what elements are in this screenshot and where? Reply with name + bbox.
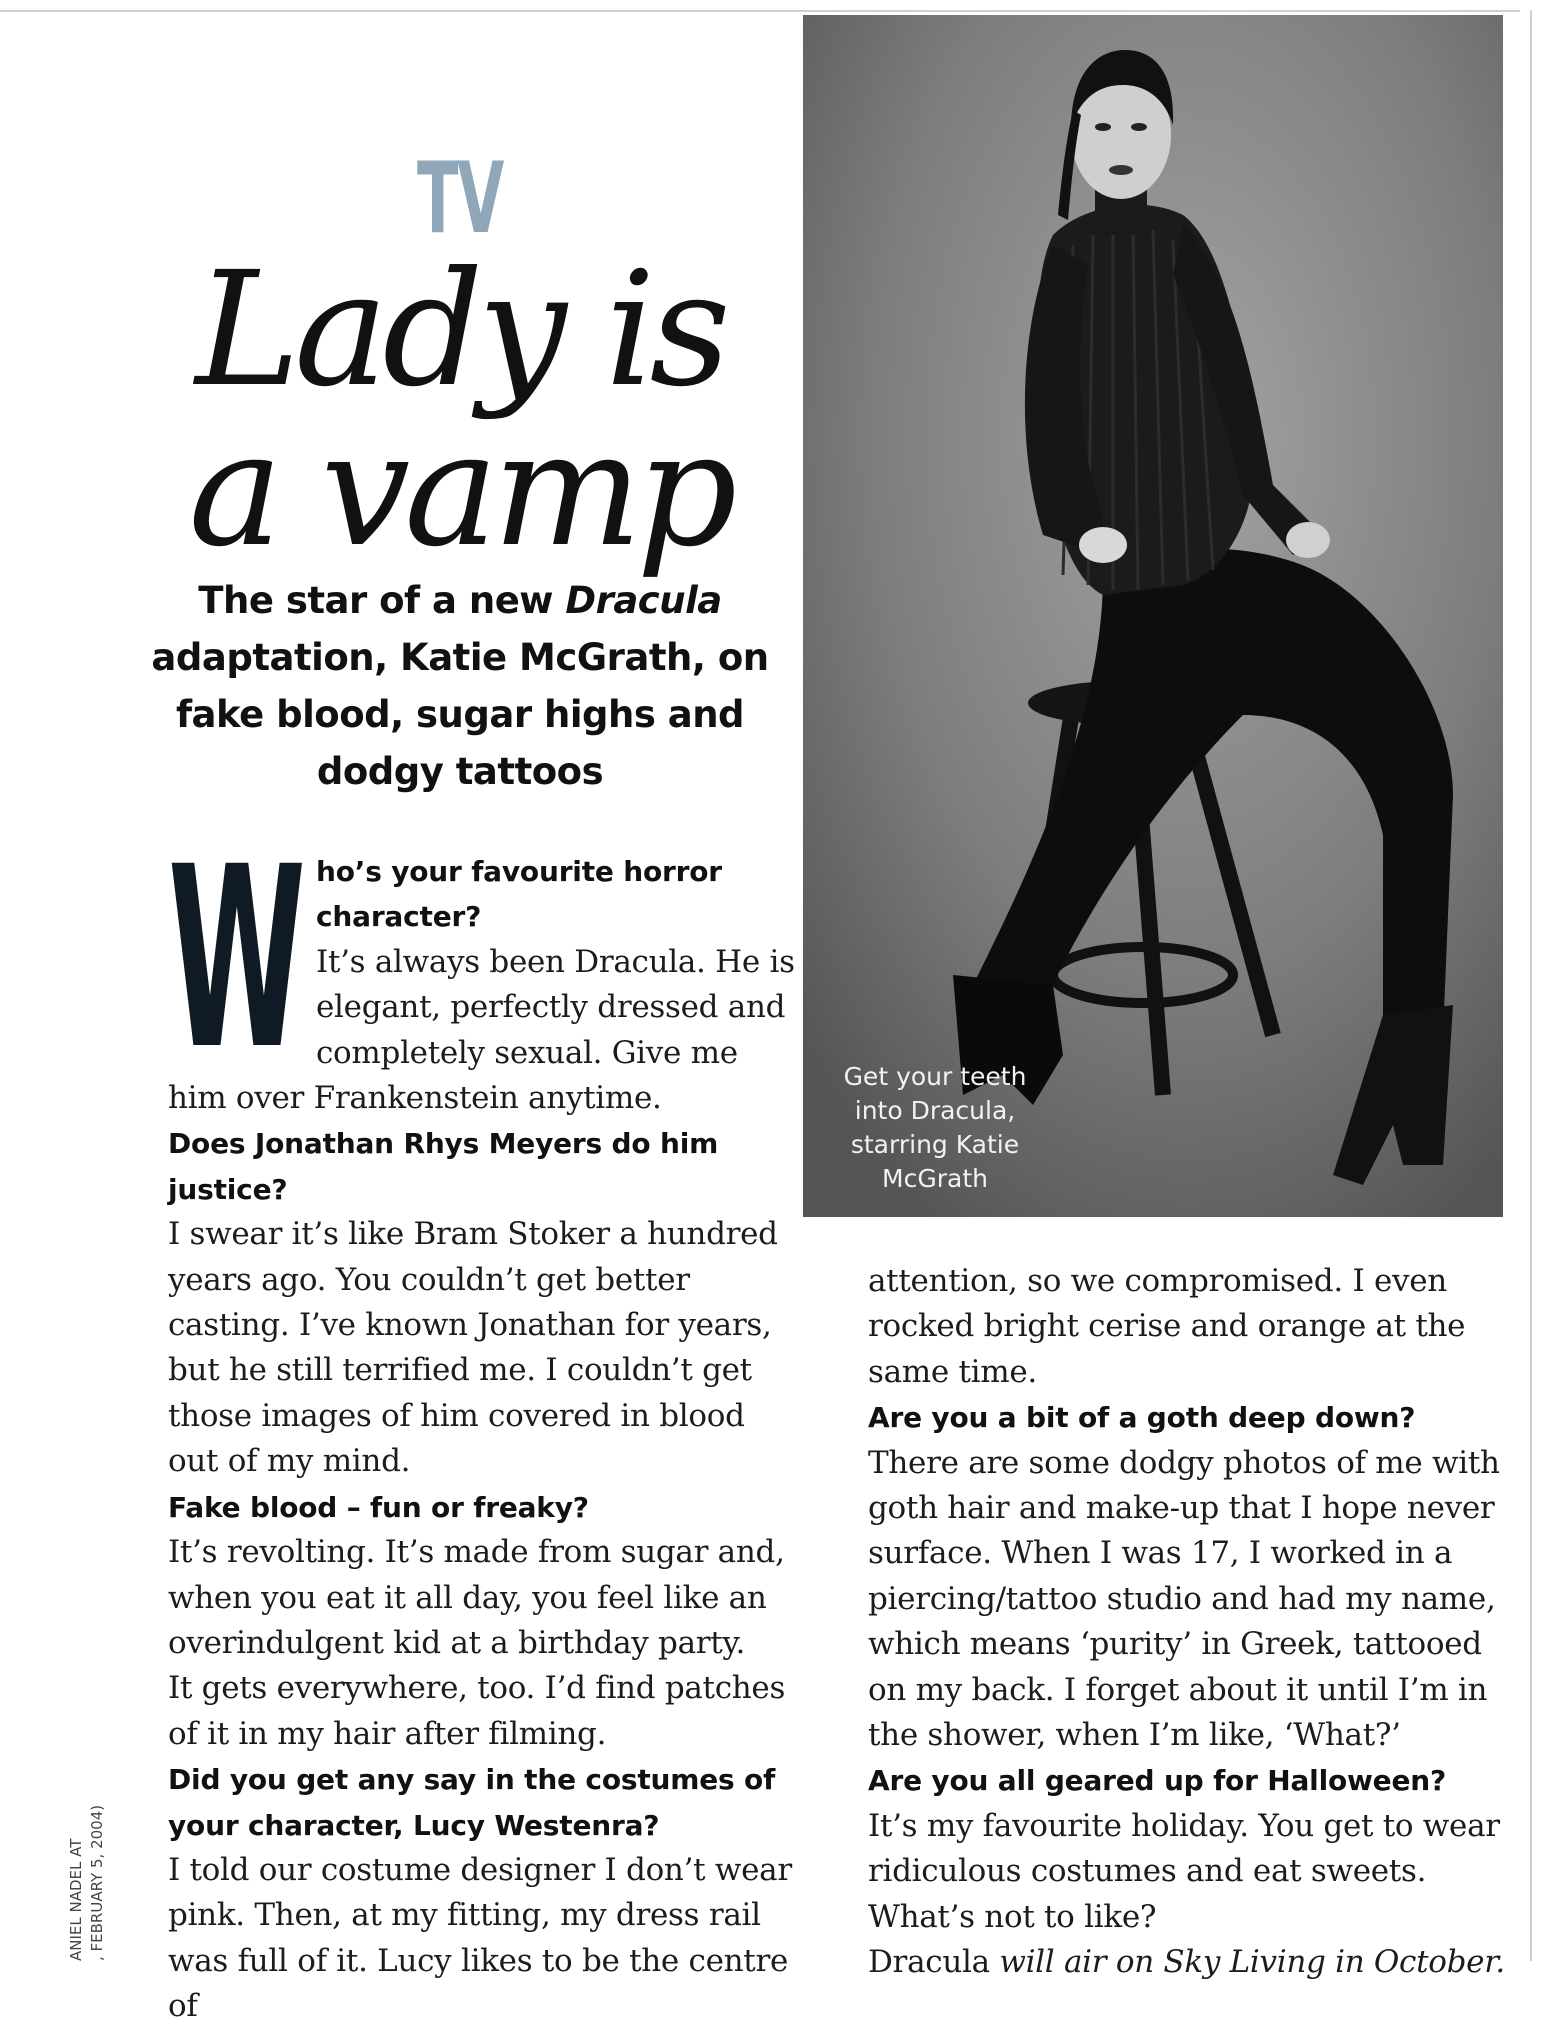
answer: It’s my favourite holiday. You get to wear ridiculous costumes and eat sweets. What’s not to like? <box>868 1807 1500 1935</box>
closing-rest: will air on Sky Living in October. <box>989 1944 1505 1981</box>
standfirst-after: adaptation, Katie McGrath, on fake blood, sugar highs and dodgy tattoos <box>151 636 769 793</box>
portrait-photo <box>803 15 1503 1217</box>
closing-title: Dracula <box>868 1944 990 1981</box>
question: Does Jonathan Rhys Meyers do him justice? <box>168 1127 719 1206</box>
article-column-left <box>168 813 798 2030</box>
question: Fake blood – fun or freaky? <box>168 1490 589 1524</box>
headline-line-2: a vamp <box>188 398 732 582</box>
answer: attention, so we compromised. I even rocked bright cerise and orange at the same time. <box>868 1263 1466 1390</box>
answer: It gets everywhere, too. I’d find patches of it in my hair after filming. <box>168 1670 786 1752</box>
section-label: TV <box>416 142 503 256</box>
photo-caption: Get your teeth into Dracula, starring Katie McGrath <box>843 1062 1027 1193</box>
top-rule <box>0 10 1520 12</box>
question: ho’s your favourite horror character? <box>316 855 722 934</box>
answer: It’s revolting. It’s made from sugar and, when you eat it all day, you feel like an overindulgent kid at a birthday party. <box>168 1534 785 1661</box>
article-column-right <box>868 1259 1508 1986</box>
credit-line-2: , FEBRUARY 5, 2004) <box>88 1804 106 1961</box>
drop-cap: W <box>168 813 302 1104</box>
standfirst <box>150 572 770 800</box>
side-rule <box>1530 10 1532 1961</box>
standfirst-before: The star of a new <box>198 579 566 622</box>
answer: It’s always been Dracula. He is elegant, perfectly dressed and completely sexual. Give me him over Frankenstein anytime. <box>168 943 795 1117</box>
question: Are you all geared up for Halloween? <box>868 1764 1447 1798</box>
answer: I swear it’s like Bram Stoker a hundred years ago. You couldn’t get better casting. I’ve known Jonathan for years, but he still terrified me. I couldn’t get those images of him covered in blood out of my mind. <box>168 1216 778 1480</box>
closing-note <box>868 1940 1508 1985</box>
credit-line-1: ANIEL NADEL AT <box>67 1838 85 1961</box>
answer: I told our costume designer I don’t wear pink. Then, at my fitting, my dress rail was full of it. Lucy likes to be the centre of <box>168 1851 792 2025</box>
headline <box>150 238 770 582</box>
question: Did you get any say in the costumes of your character, Lucy Westenra? <box>168 1763 776 1842</box>
answer: There are some dodgy photos of me with goth hair and make-up that I hope never surface. When I was 17, I worked in a piercing/tattoo studio and had my name, which means ‘purity’ in Greek, tattooed on my back. I forget about it until I’m in the shower, when I’m like, ‘What?’ <box>868 1444 1500 1754</box>
question: Are you a bit of a goth deep down? <box>868 1401 1416 1435</box>
standfirst-title: Dracula <box>565 579 722 622</box>
portrait-illustration <box>803 15 1503 1217</box>
headline-line-1: Lady is <box>195 238 725 422</box>
